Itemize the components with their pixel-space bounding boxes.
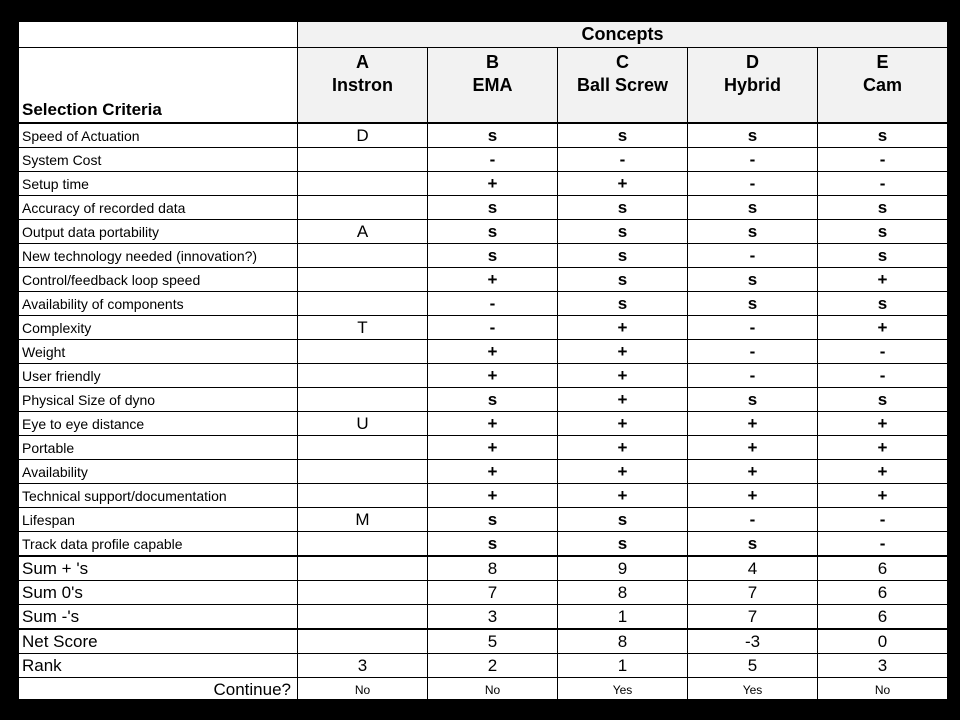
criteria-row xyxy=(19,436,948,460)
score-cell-b: 2 xyxy=(428,654,558,678)
criteria-row-label: Eye to eye distance xyxy=(19,412,298,436)
score-cell-b: 5 xyxy=(428,629,558,654)
score-cell-c: s xyxy=(558,508,688,532)
score-cell-d: 5 xyxy=(688,654,818,678)
score-cell-e: - xyxy=(818,364,948,388)
score-cell-b: s xyxy=(428,508,558,532)
score-cell-c: 1 xyxy=(558,654,688,678)
criteria-row-label: Weight xyxy=(19,340,298,364)
concept-b-header xyxy=(428,48,558,124)
score-cell-d: - xyxy=(688,316,818,340)
score-cell-c: - xyxy=(558,148,688,172)
criteria-row xyxy=(19,340,948,364)
continue-cell-d: Yes xyxy=(688,678,818,702)
score-cell-c: + xyxy=(558,340,688,364)
result-row-label: Rank xyxy=(19,654,298,678)
continue-row xyxy=(19,678,948,702)
score-cell-e: - xyxy=(818,148,948,172)
concept-e-header xyxy=(818,48,948,124)
score-cell-e: 3 xyxy=(818,654,948,678)
score-cell-a xyxy=(298,364,428,388)
score-cell-d: + xyxy=(688,484,818,508)
continue-cell-e: No xyxy=(818,678,948,702)
score-cell-a xyxy=(298,605,428,630)
score-cell-c: 1 xyxy=(558,605,688,630)
score-cell-b: s xyxy=(428,196,558,220)
score-cell-c: + xyxy=(558,436,688,460)
score-cell-a: U xyxy=(298,412,428,436)
criteria-row xyxy=(19,148,948,172)
score-cell-a xyxy=(298,436,428,460)
score-cell-b: - xyxy=(428,148,558,172)
score-cell-a xyxy=(298,196,428,220)
score-cell-b: - xyxy=(428,292,558,316)
criteria-row-label: Physical Size of dyno xyxy=(19,388,298,412)
score-cell-c: s xyxy=(558,220,688,244)
score-cell-d: s xyxy=(688,388,818,412)
sum-row-label: Sum + 's xyxy=(19,556,298,581)
score-cell-b: + xyxy=(428,460,558,484)
score-cell-b: s xyxy=(428,244,558,268)
criteria-row xyxy=(19,123,948,148)
criteria-row-label: Portable xyxy=(19,436,298,460)
score-cell-e: s xyxy=(818,292,948,316)
criteria-row-label: User friendly xyxy=(19,364,298,388)
score-cell-d: s xyxy=(688,220,818,244)
sum-row xyxy=(19,556,948,581)
score-cell-e: 6 xyxy=(818,581,948,605)
score-cell-c: 8 xyxy=(558,581,688,605)
score-cell-a xyxy=(298,148,428,172)
score-cell-e: s xyxy=(818,196,948,220)
score-cell-e: 6 xyxy=(818,556,948,581)
score-cell-d: s xyxy=(688,292,818,316)
concept-name: Hybrid xyxy=(723,75,781,95)
sum-row xyxy=(19,581,948,605)
score-cell-e: + xyxy=(818,268,948,292)
score-cell-e: + xyxy=(818,412,948,436)
concept-selection-sheet xyxy=(18,21,947,699)
concept-name: EMA xyxy=(472,75,513,95)
score-cell-d: s xyxy=(688,123,818,148)
score-cell-b: + xyxy=(428,436,558,460)
score-cell-b: s xyxy=(428,532,558,557)
score-cell-d: 7 xyxy=(688,581,818,605)
continue-row-label: Continue? xyxy=(19,678,298,702)
criteria-row xyxy=(19,364,948,388)
score-cell-e: + xyxy=(818,316,948,340)
score-cell-b: s xyxy=(428,123,558,148)
criteria-row xyxy=(19,220,948,244)
criteria-row-label: Complexity xyxy=(19,316,298,340)
score-cell-e: s xyxy=(818,123,948,148)
concepts-header: Concepts xyxy=(298,22,948,48)
criteria-row-label: Accuracy of recorded data xyxy=(19,196,298,220)
score-cell-b: s xyxy=(428,388,558,412)
score-cell-c: + xyxy=(558,316,688,340)
score-cell-b: + xyxy=(428,412,558,436)
criteria-row xyxy=(19,292,948,316)
result-row xyxy=(19,629,948,654)
criteria-row xyxy=(19,460,948,484)
score-cell-d: s xyxy=(688,532,818,557)
continue-cell-b: No xyxy=(428,678,558,702)
blank-header-cell xyxy=(19,22,298,48)
criteria-row xyxy=(19,316,948,340)
score-cell-a xyxy=(298,484,428,508)
score-cell-c: + xyxy=(558,364,688,388)
score-cell-e: s xyxy=(818,388,948,412)
score-cell-d: 7 xyxy=(688,605,818,630)
score-cell-b: 3 xyxy=(428,605,558,630)
score-cell-d: s xyxy=(688,268,818,292)
concept-letter: B xyxy=(486,52,499,72)
criteria-row-label: Setup time xyxy=(19,172,298,196)
score-cell-a xyxy=(298,268,428,292)
criteria-row-label: Availability xyxy=(19,460,298,484)
score-cell-e: + xyxy=(818,460,948,484)
criteria-row xyxy=(19,532,948,557)
criteria-row-label: Track data profile capable xyxy=(19,532,298,557)
score-cell-a xyxy=(298,556,428,581)
score-cell-a xyxy=(298,340,428,364)
score-cell-b: 8 xyxy=(428,556,558,581)
concept-letter: D xyxy=(746,52,759,72)
score-cell-c: s xyxy=(558,532,688,557)
sum-row-label: Sum -'s xyxy=(19,605,298,630)
sum-row xyxy=(19,605,948,630)
score-cell-c: s xyxy=(558,196,688,220)
result-row xyxy=(19,654,948,678)
concept-name: Ball Screw xyxy=(576,75,669,95)
continue-cell-a: No xyxy=(298,678,428,702)
score-cell-a xyxy=(298,244,428,268)
score-cell-c: s xyxy=(558,268,688,292)
score-cell-a: A xyxy=(298,220,428,244)
criteria-row-label: Availability of components xyxy=(19,292,298,316)
continue-cell-c: Yes xyxy=(558,678,688,702)
score-cell-d: s xyxy=(688,196,818,220)
score-cell-e: s xyxy=(818,244,948,268)
score-cell-b: - xyxy=(428,316,558,340)
score-cell-c: + xyxy=(558,460,688,484)
criteria-row-label: Technical support/documentation xyxy=(19,484,298,508)
score-cell-a xyxy=(298,292,428,316)
score-cell-d: - xyxy=(688,364,818,388)
concept-letter: A xyxy=(356,52,369,72)
score-cell-b: 7 xyxy=(428,581,558,605)
criteria-row xyxy=(19,412,948,436)
concept-letter: E xyxy=(876,52,889,72)
score-cell-c: 9 xyxy=(558,556,688,581)
score-cell-d: - xyxy=(688,148,818,172)
score-cell-a: M xyxy=(298,508,428,532)
score-cell-b: s xyxy=(428,220,558,244)
score-cell-b: + xyxy=(428,268,558,292)
score-cell-a xyxy=(298,532,428,557)
score-cell-e: - xyxy=(818,532,948,557)
score-cell-e: - xyxy=(818,172,948,196)
score-cell-e: 6 xyxy=(818,605,948,630)
score-cell-d: - xyxy=(688,172,818,196)
score-cell-c: 8 xyxy=(558,629,688,654)
criteria-row-label: Output data portability xyxy=(19,220,298,244)
sum-row-label: Sum 0's xyxy=(19,581,298,605)
score-cell-a xyxy=(298,460,428,484)
score-cell-e: s xyxy=(818,220,948,244)
score-cell-a xyxy=(298,388,428,412)
concept-letter: C xyxy=(616,52,629,72)
score-cell-a: 3 xyxy=(298,654,428,678)
selection-criteria-header: Selection Criteria xyxy=(19,48,298,124)
concept-d-header xyxy=(688,48,818,124)
score-cell-a xyxy=(298,629,428,654)
score-cell-b: + xyxy=(428,172,558,196)
score-cell-d: + xyxy=(688,436,818,460)
criteria-row xyxy=(19,244,948,268)
concept-c-header xyxy=(558,48,688,124)
score-cell-a: T xyxy=(298,316,428,340)
score-cell-b: + xyxy=(428,340,558,364)
score-cell-d: - xyxy=(688,340,818,364)
score-cell-c: s xyxy=(558,292,688,316)
criteria-row xyxy=(19,172,948,196)
concept-name: Cam xyxy=(863,75,903,95)
score-cell-c: + xyxy=(558,412,688,436)
score-cell-c: + xyxy=(558,172,688,196)
criteria-row-label: Lifespan xyxy=(19,508,298,532)
criteria-row-label: Control/feedback loop speed xyxy=(19,268,298,292)
score-cell-a: D xyxy=(298,123,428,148)
score-cell-c: + xyxy=(558,484,688,508)
criteria-row-label: System Cost xyxy=(19,148,298,172)
concept-selection-matrix xyxy=(18,21,948,702)
score-cell-a xyxy=(298,581,428,605)
criteria-row xyxy=(19,268,948,292)
score-cell-d: - xyxy=(688,508,818,532)
score-cell-a xyxy=(298,172,428,196)
score-cell-c: s xyxy=(558,123,688,148)
score-cell-d: -3 xyxy=(688,629,818,654)
criteria-row xyxy=(19,508,948,532)
criteria-row-label: New technology needed (innovation?) xyxy=(19,244,298,268)
score-cell-d: 4 xyxy=(688,556,818,581)
criteria-row xyxy=(19,388,948,412)
score-cell-e: 0 xyxy=(818,629,948,654)
score-cell-e: - xyxy=(818,340,948,364)
score-cell-e: - xyxy=(818,508,948,532)
score-cell-d: - xyxy=(688,244,818,268)
score-cell-d: + xyxy=(688,412,818,436)
concept-name: Instron xyxy=(332,75,393,95)
score-cell-e: + xyxy=(818,484,948,508)
score-cell-c: s xyxy=(558,244,688,268)
score-cell-e: + xyxy=(818,436,948,460)
score-cell-d: + xyxy=(688,460,818,484)
result-row-label: Net Score xyxy=(19,629,298,654)
score-cell-b: + xyxy=(428,364,558,388)
concept-a-header xyxy=(298,48,428,124)
score-cell-b: + xyxy=(428,484,558,508)
criteria-row-label: Speed of Actuation xyxy=(19,123,298,148)
score-cell-c: + xyxy=(558,388,688,412)
criteria-row xyxy=(19,196,948,220)
criteria-row xyxy=(19,484,948,508)
